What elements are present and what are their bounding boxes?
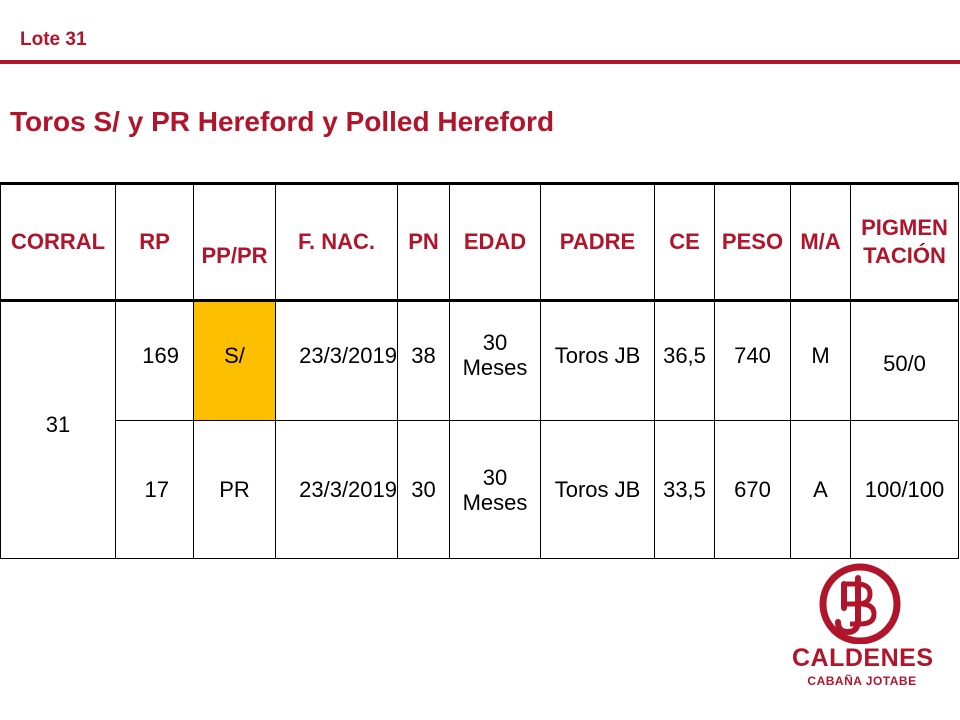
peso-cell: 740 xyxy=(715,301,791,421)
ce-cell: 36,5 xyxy=(655,301,715,421)
pp-pr-cell: PR xyxy=(194,421,276,559)
pp-pr-cell: S/ xyxy=(194,301,276,421)
peso-cell: 670 xyxy=(715,421,791,559)
padre-cell: Toros JB xyxy=(541,301,655,421)
header-divider xyxy=(0,60,960,64)
ce-cell: 33,5 xyxy=(655,421,715,559)
col-header-pn: PN xyxy=(398,184,450,301)
brand-name: CALDENES xyxy=(792,644,934,672)
lot-label: Lote 31 xyxy=(20,29,87,50)
f-nac-cell: 23/3/2019 xyxy=(276,421,398,559)
pigmentacion-cell: 50/0 xyxy=(851,301,959,421)
pn-cell: 30 xyxy=(398,421,450,559)
table-header-row xyxy=(1,184,959,301)
lot-table xyxy=(0,182,959,559)
pn-cell: 38 xyxy=(398,301,450,421)
table-row xyxy=(1,421,959,559)
page-title: Toros S/ y PR Hereford y Polled Hereford xyxy=(10,106,555,137)
edad-cell: 30 Meses xyxy=(450,301,541,421)
col-header-padre: PADRE xyxy=(541,184,655,301)
edad-cell: 30 Meses xyxy=(450,421,541,559)
brand-logo xyxy=(792,562,932,694)
corral-cell: 31 xyxy=(1,301,116,559)
col-header-corral: CORRAL xyxy=(1,184,116,301)
col-header-peso: PESO xyxy=(715,184,791,301)
rp-cell: 169 xyxy=(116,301,194,421)
padre-cell: Toros JB xyxy=(541,421,655,559)
brand-subtitle: CABAÑA JOTABE xyxy=(807,674,917,688)
m-a-cell: M xyxy=(791,301,851,421)
col-header-pp-pr: PP/PR xyxy=(194,184,276,301)
f-nac-cell: 23/3/2019 xyxy=(276,301,398,421)
col-header-ce: CE xyxy=(655,184,715,301)
col-header-f-nac: F. NAC. xyxy=(276,184,398,301)
table-row xyxy=(1,301,959,421)
col-header-rp: RP xyxy=(116,184,194,301)
col-header-pigmentacion: PIGMEN TACIÓN xyxy=(851,184,959,301)
rp-cell: 17 xyxy=(116,421,194,559)
col-header-m-a: M/A xyxy=(791,184,851,301)
jb-monogram-icon xyxy=(792,562,932,644)
m-a-cell: A xyxy=(791,421,851,559)
col-header-edad: EDAD xyxy=(450,184,541,301)
pigmentacion-cell: 100/100 xyxy=(851,421,959,559)
